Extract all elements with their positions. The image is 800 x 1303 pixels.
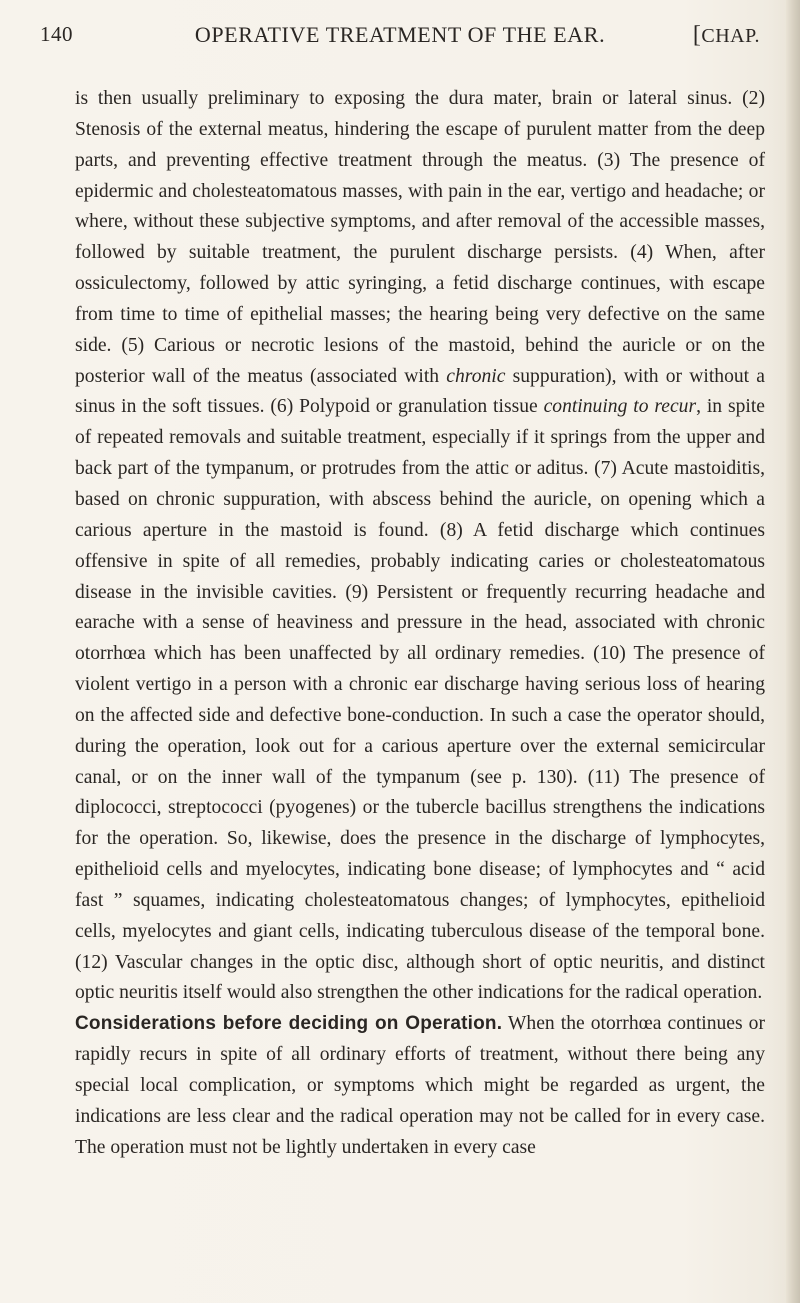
page-binding-edge [786,0,800,1303]
text-segment: is then usually preliminary to exposing the dura mater, brain or lateral sinus. (2) Stenosis of the external meatus, hindering the escape of purulent matter from the deep parts, and preventing effective treatment through the meatus. (3) The presence of epidermic and cholesteatomatous masses, with pain in the ear, vertigo and headache; or where, without these subjective symptoms, and after removal of the accessible masses, followed by suitable treatment, the purulent discharge persists. (4) When, after ossiculectomy, followed by attic syringing, a fetid discharge continues, with escape from time to time of epithelial masses; the hearing being very defective on the same side. (5) Carious or necrotic lesions of the mastoid, behind the auricle or on the posterior wall of the meatus (associated with [75,88,765,387]
text-segment: suppuration), with or without a sinus in the soft tissues. (6) Polypoid or granulation tissue [75,365,766,418]
page-number: 140 [40,22,73,46]
running-title: OPERATIVE TREATMENT OF THE EAR. [194,22,606,47]
italic-term-chronic: chronic [446,365,506,387]
section-text: When the otorrhœa continues or rapidly recurs in spite of all ordinary efforts of treatment, without there being any special local complication, or symptoms which might be regarded as urgent, the indications are less clear and the radical operation may not be called for in every case. The operation must not be lightly undertaken in every case [75,1013,765,1158]
italic-term-continuing: continuing to recur [543,396,697,418]
paragraph-indications [75,84,765,1009]
chapter-label: [ CHAP. [693,22,760,49]
running-header [40,22,760,62]
paragraph-considerations [75,1009,765,1163]
section-heading: Considerations before deciding on Operation. [75,1013,503,1035]
body-text [75,84,765,1164]
text-segment: , in spite of repeated removals and suitable treatment, especially if it springs from the upper and back part of the tympanum, or protrudes from the attic or aditus. (7) Acute mastoiditis, based on chronic suppuration, with abscess behind the auricle, on opening which a carious aperture in the mastoid is found. (8) A fetid discharge which continues offensive in spite of all remedies, probably indicating caries or cholesteatomatous disease in the invisible cavities. (9) Persistent or frequently recurring headache and earache with a sense of heaviness and pressure in the head, associated with chronic otorrhœa which has been unaffected by all ordinary remedies. (10) The presence of violent vertigo in a person with a chronic ear discharge having serious loss of hearing on the affected side and defective bone-conduction. In such a case the operator should, during the operation, look out for a carious aperture over the external semicircular canal, or on the inner wall of the tympanum (see p. 130). (11) The presence of diplococci, streptococci (pyogenes) or the tubercle bacillus strengthens the indications for the operation. So, likewise, does the presence in the discharge of lymphocytes, epithelioid cells and myelocytes, indicating bone disease; of lymphocytes and “ acid fast ” squames, indicating cholesteatomatous changes; of lymphocytes, epithelioid cells, myelocytes and giant cells, indicating tuberculous disease of the temporal bone. (12) Vascular changes in the optic disc, although short of optic neuritis, and distinct optic neuritis itself would also strengthen the other indications for the radical operation. [75,396,765,1004]
